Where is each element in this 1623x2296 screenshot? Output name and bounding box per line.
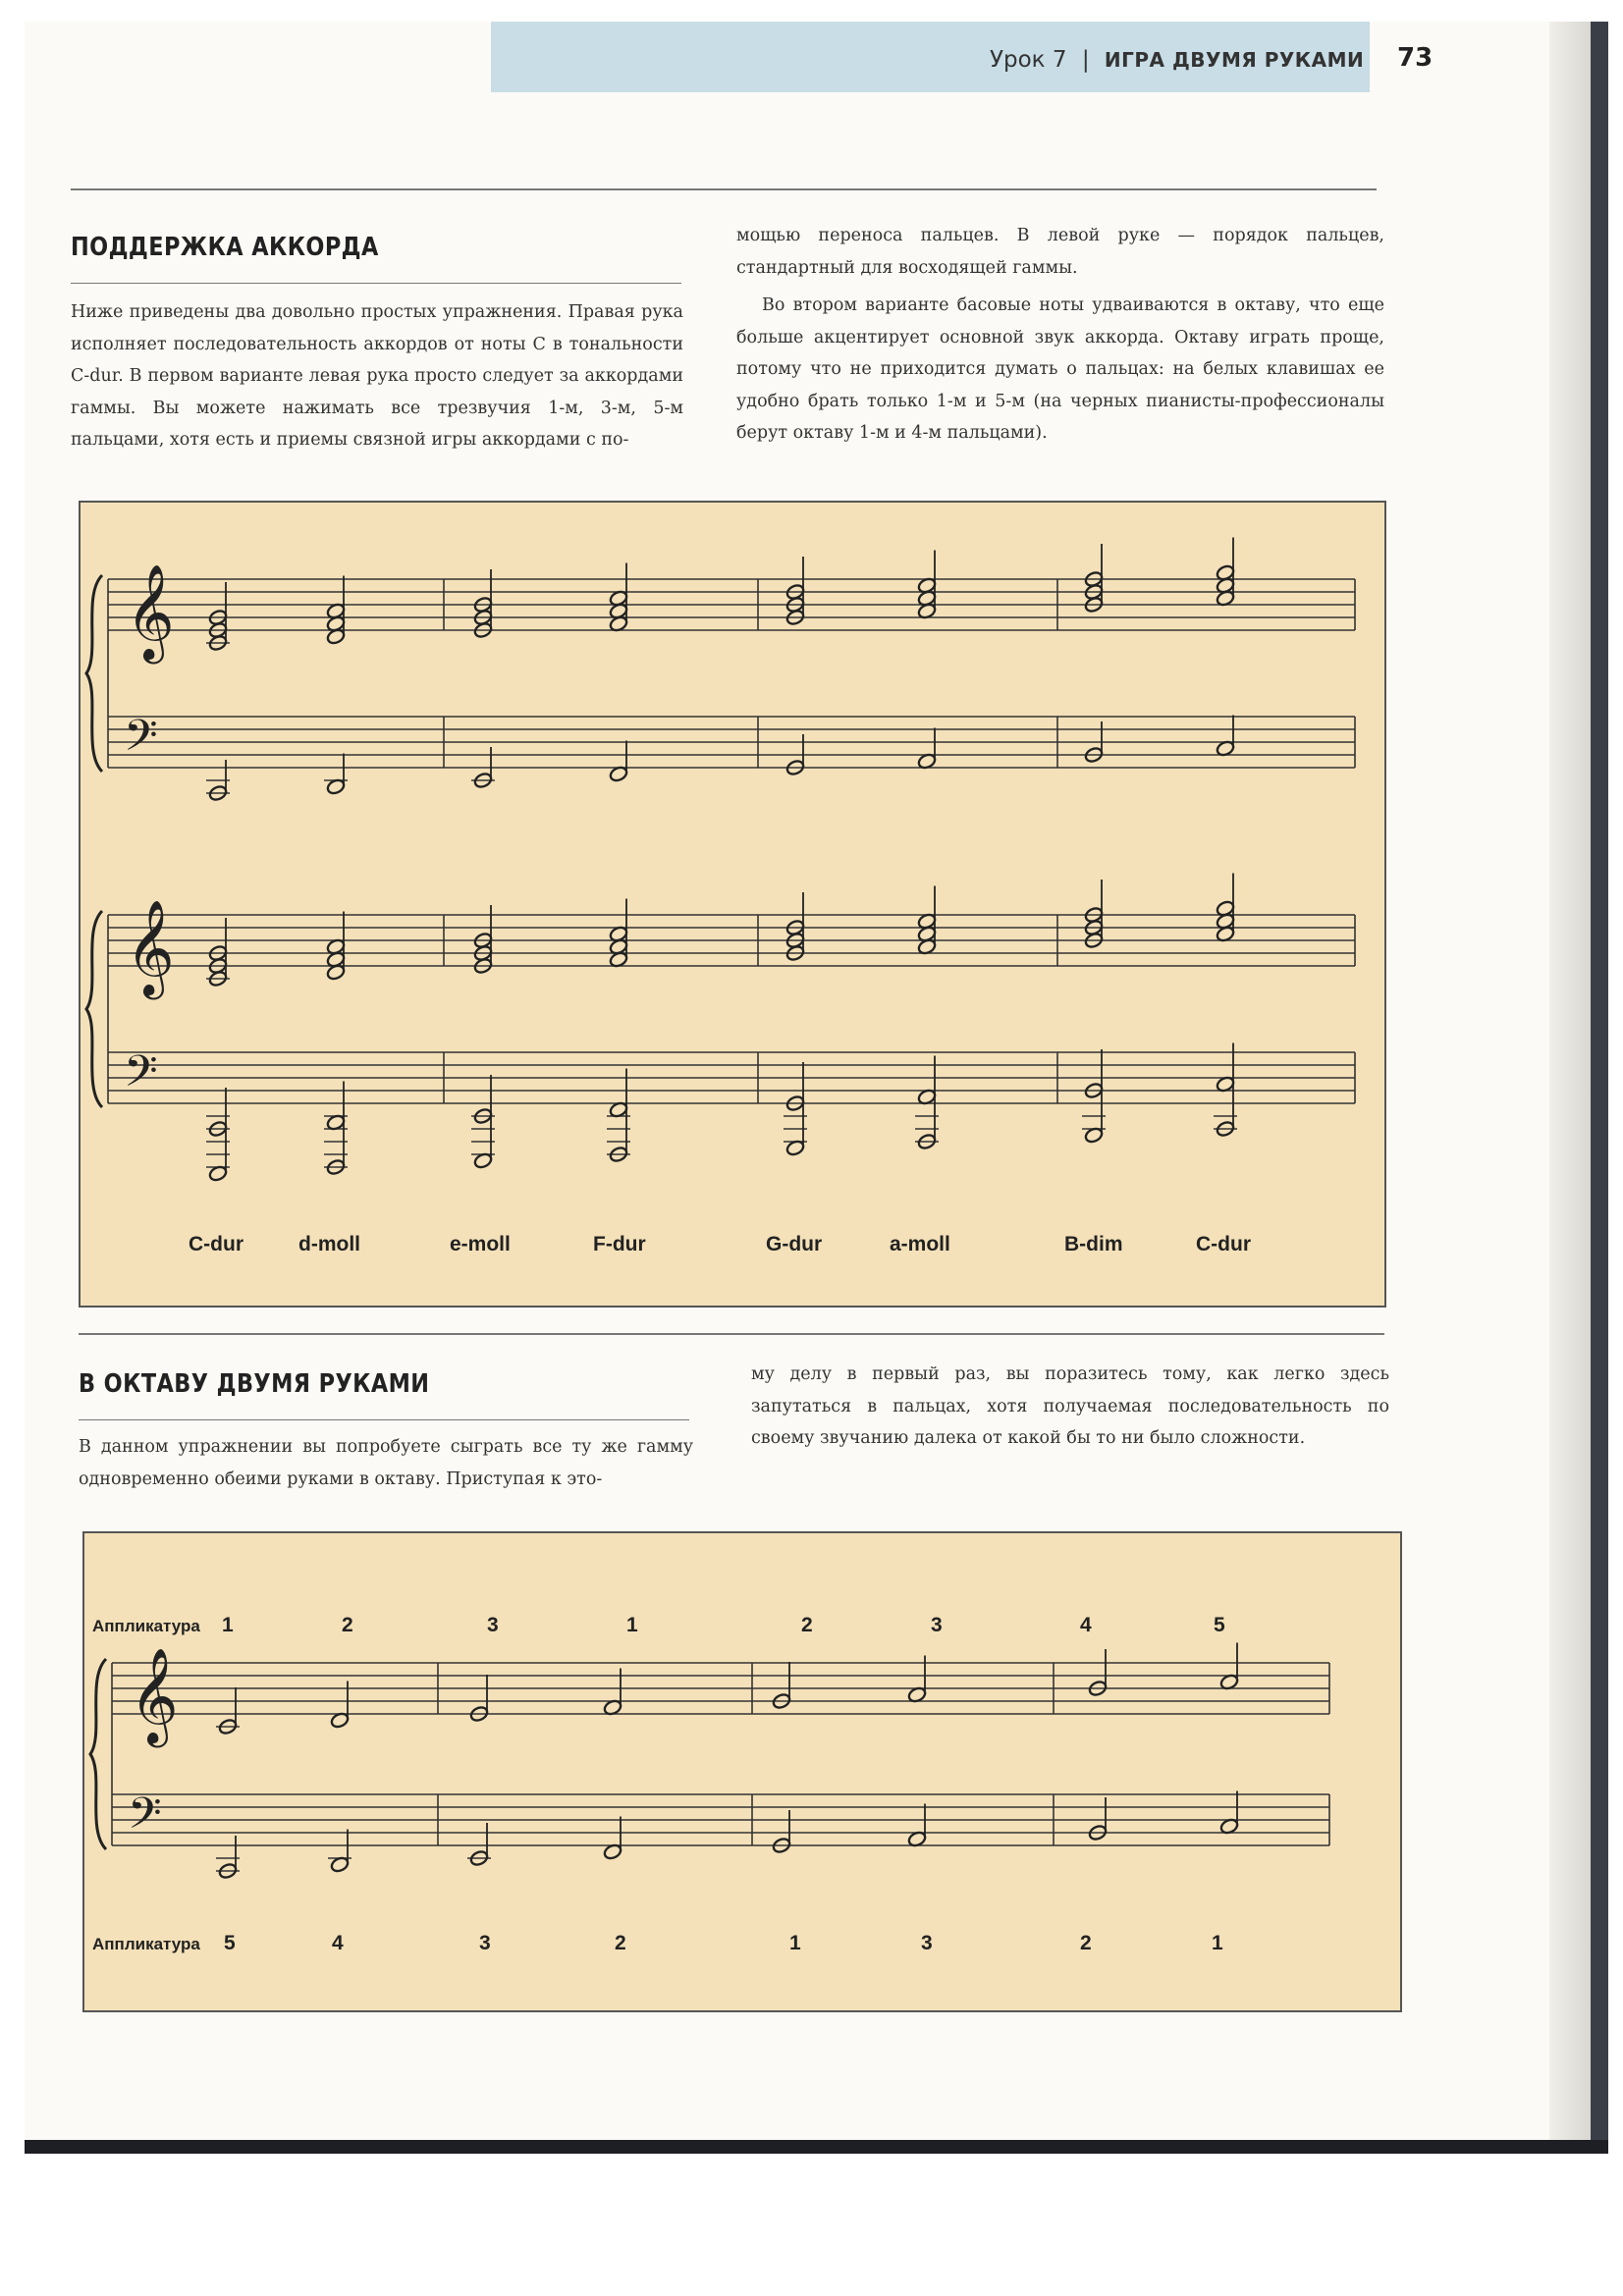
fingering-number-rh: 3 [931,1614,943,1636]
chord-exercise-score [81,503,1384,1306]
section2-top-rule [79,1333,1384,1335]
section1-heading-rule [71,283,681,284]
octave-exercise-panel [82,1531,1402,2012]
fingering-number-lh: 3 [479,1932,491,1954]
section1-column2 [736,220,1384,450]
section2-column1 [79,1431,693,1495]
treble-clef-icon: 𝄞 [126,563,175,660]
chord-name-label: e-moll [450,1233,511,1255]
fingering-number-rh: 5 [1214,1614,1225,1636]
header-separator: | [1081,47,1090,73]
fingering-number-rh: 1 [222,1614,234,1636]
section1-col1-text: Ниже приведены два довольно простых упражнения. Правая рука исполняет последовательность аккордов от ноты C в тональности C-dur. В первом варианте левая рука просто следует за аккордами гаммы. Вы можете нажимать все трезвучия 1-м, 3-м, 5-м пальцами, хотя есть и приемы связной игры аккордами с по- [71,302,683,450]
chord-name-label: C-dur [1196,1233,1251,1255]
fingering-label-top: Аппликатура [92,1617,200,1635]
fingering-label-bottom: Аппликатура [92,1935,200,1953]
section2-col2-text: му делу в первый раз, вы поразитесь тому, как легко здесь запутаться в пальцах, хотя получаемая последовательность по своему звучанию далека от какой бы то ни было сложности. [751,1364,1389,1448]
fingering-number-lh: 4 [332,1932,344,1954]
running-header [990,47,1364,73]
page-edge [1549,22,1591,2154]
fingering-number-rh: 1 [626,1614,638,1636]
chord-name-label: F-dur [593,1233,646,1255]
bass-clef-icon: 𝄢 [128,1788,162,1849]
fingering-number-lh: 3 [921,1932,933,1954]
chord-name-label: a-moll [890,1233,950,1255]
chord-exercise-panel [79,501,1386,1308]
section-title: ИГРА ДВУМЯ РУКАМИ [1104,48,1365,72]
section1-col2-p1: мощью переноса пальцев. В левой руке — порядок пальцев, стандартный для восходящей гаммы. [736,226,1384,278]
page-number: 73 [1397,43,1434,73]
section1-column1 [71,296,683,456]
section2-col1-text: В данном упражнении вы попробуете сыграть все ту же гамму одновременно обеими руками в октаву. Приступая к это- [79,1437,693,1489]
fingering-number-rh: 3 [487,1614,499,1636]
fingering-number-rh: 4 [1080,1614,1092,1636]
fingering-number-lh: 2 [1080,1932,1092,1954]
fingering-number-lh: 2 [615,1932,626,1954]
bass-clef-icon: 𝄢 [124,1045,158,1107]
lesson-label: Урок 7 [990,47,1067,73]
brace-icon [90,1659,106,1849]
fingering-number-lh: 1 [1212,1932,1223,1954]
section1-heading: ПОДДЕРЖКА АККОРДА [71,233,379,262]
section2-column2 [751,1359,1389,1455]
fingering-number-lh: 5 [224,1932,236,1954]
treble-clef-icon: 𝄞 [126,899,175,995]
chord-name-label: B-dim [1064,1233,1123,1255]
scan-bottom-edge [25,2140,1608,2154]
treble-clef-icon: 𝄞 [130,1647,179,1743]
fingering-number-rh: 2 [342,1614,353,1636]
chord-name-label: C-dur [189,1233,243,1255]
section2-heading: В ОКТАВУ ДВУМЯ РУКАМИ [79,1369,430,1399]
section1-col2-p2: Во втором варианте басовые ноты удваиваются в октаву, что еще больше акцентирует основной звук аккорда. Октаву играть проще, потому что не приходится думать о пальцах: на белых клавишах ее удобно брать только 1-м и 5-м (на черных пианисты-профессионалы берут октаву 1-м и 4-м пальцами). [736,295,1384,443]
fingering-number-rh: 2 [801,1614,813,1636]
fingering-number-lh: 1 [789,1932,801,1954]
chord-name-label: G-dur [766,1233,823,1255]
brace-icon [86,911,102,1107]
book-spine [1591,22,1608,2154]
octave-exercise-score [84,1533,1400,2010]
chord-name-label: d-moll [298,1233,360,1255]
section1-top-rule [71,188,1377,190]
section2-heading-rule [79,1419,689,1420]
bass-clef-icon: 𝄢 [124,710,158,772]
brace-icon [86,575,102,772]
